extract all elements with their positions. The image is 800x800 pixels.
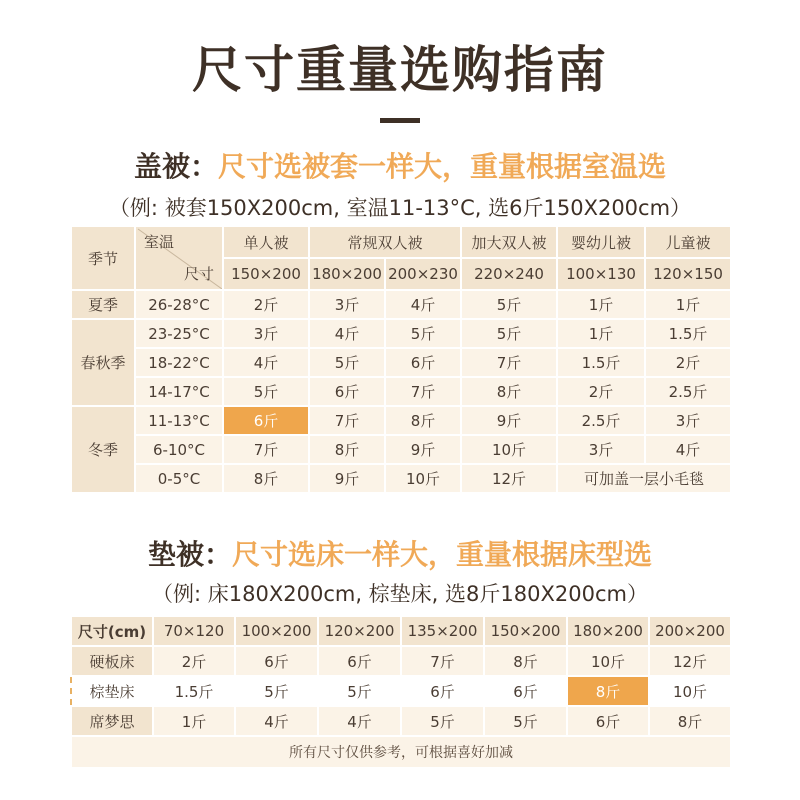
diagonal-header-cell bbox=[135, 226, 223, 290]
size-cell: 120×150 bbox=[645, 258, 731, 290]
weight-cell: 4斤 bbox=[309, 319, 385, 348]
weight-cell: 1斤 bbox=[153, 706, 235, 736]
weight-cell: 7斤 bbox=[309, 406, 385, 435]
weight-cell: 2斤 bbox=[557, 377, 645, 406]
weight-cell: 9斤 bbox=[385, 435, 461, 464]
season-spring-autumn: 春秋季 bbox=[71, 319, 135, 406]
size-cell: 100×130 bbox=[557, 258, 645, 290]
season-summer: 夏季 bbox=[71, 290, 135, 319]
weight-cell: 2.5斤 bbox=[557, 406, 645, 435]
weight-cell: 1.5斤 bbox=[557, 348, 645, 377]
weight-cell: 3斤 bbox=[557, 435, 645, 464]
table-footnote: 所有尺寸仅供参考，可根据喜好加减 bbox=[71, 736, 731, 768]
weight-cell: 5斤 bbox=[385, 319, 461, 348]
weight-cell: 9斤 bbox=[309, 464, 385, 493]
weight-cell: 10斤 bbox=[567, 646, 649, 676]
size-cell: 70×120 bbox=[153, 616, 235, 646]
weight-cell: 5斤 bbox=[461, 319, 557, 348]
weight-cell: 8斤 bbox=[461, 377, 557, 406]
weight-cell: 1.5斤 bbox=[645, 319, 731, 348]
temp-cell-highlighted: 11-13°C bbox=[135, 406, 223, 435]
size-cell: 150×200 bbox=[484, 616, 567, 646]
weight-cell: 4斤 bbox=[235, 706, 318, 736]
size-cell: 180×200 bbox=[567, 616, 649, 646]
section1-example: （例: 被套150X200cm, 室温11-13°C, 选6斤150X200cm） bbox=[108, 196, 692, 220]
weight-cell: 2斤 bbox=[223, 290, 309, 319]
bed-type-label-highlighted: 棕垫床 bbox=[71, 676, 153, 706]
weight-cell: 6斤 bbox=[318, 646, 401, 676]
weight-cell: 4斤 bbox=[645, 435, 731, 464]
weight-cell: 10斤 bbox=[385, 464, 461, 493]
weight-cell: 6斤 bbox=[235, 646, 318, 676]
size-cell: 135×200 bbox=[401, 616, 484, 646]
weight-cell: 7斤 bbox=[401, 646, 484, 676]
weight-cell: 7斤 bbox=[461, 348, 557, 377]
temp-cell: 14-17°C bbox=[135, 377, 223, 406]
weight-cell: 8斤 bbox=[484, 646, 567, 676]
section2-example: （例: 床180X200cm, 棕垫床, 选8斤180X200cm） bbox=[152, 582, 648, 606]
category-large-double: 加大双人被 bbox=[461, 226, 557, 258]
weight-cell: 1斤 bbox=[557, 290, 645, 319]
section2-accent: 尺寸选床一样大，重量根据床型选 bbox=[232, 538, 653, 571]
bed-type-label: 席梦思 bbox=[71, 706, 153, 736]
temp-cell: 23-25°C bbox=[135, 319, 223, 348]
weight-cell: 6斤 bbox=[309, 377, 385, 406]
weight-cell: 5斤 bbox=[461, 290, 557, 319]
weight-cell: 5斤 bbox=[318, 676, 401, 706]
weight-cell: 4斤 bbox=[318, 706, 401, 736]
season-winter: 冬季 bbox=[71, 406, 135, 493]
temp-cell: 6-10°C bbox=[135, 435, 223, 464]
weight-cell: 5斤 bbox=[484, 706, 567, 736]
weight-cell: 3斤 bbox=[309, 290, 385, 319]
weight-cell: 12斤 bbox=[649, 646, 731, 676]
size-cell: 150×200 bbox=[223, 258, 309, 290]
size-cell: 200×230 bbox=[385, 258, 461, 290]
size-cell: 180×200 bbox=[309, 258, 385, 290]
section1-accent: 尺寸选被套一样大，重量根据室温选 bbox=[218, 150, 667, 183]
weight-cell: 10斤 bbox=[461, 435, 557, 464]
weight-cell: 2.5斤 bbox=[645, 377, 731, 406]
weight-cell: 2斤 bbox=[645, 348, 731, 377]
weight-cell: 8斤 bbox=[223, 464, 309, 493]
weight-cell: 8斤 bbox=[385, 406, 461, 435]
weight-cell: 8斤 bbox=[309, 435, 385, 464]
weight-cell: 1斤 bbox=[557, 319, 645, 348]
weight-cell-highlighted: 8斤 bbox=[567, 676, 649, 706]
mattress-pad-table bbox=[70, 615, 732, 769]
category-single: 单人被 bbox=[223, 226, 309, 258]
size-cell: 120×200 bbox=[318, 616, 401, 646]
temp-cell: 18-22°C bbox=[135, 348, 223, 377]
weight-cell: 7斤 bbox=[385, 377, 461, 406]
category-infant: 婴幼儿被 bbox=[557, 226, 645, 258]
section2-heading bbox=[0, 533, 800, 573]
temp-cell: 26-28°C bbox=[135, 290, 223, 319]
weight-cell: 6斤 bbox=[385, 348, 461, 377]
weight-cell: 2斤 bbox=[153, 646, 235, 676]
size-cell: 100×200 bbox=[235, 616, 318, 646]
weight-cell: 6斤 bbox=[484, 676, 567, 706]
section1-lead: 盖被： bbox=[133, 150, 218, 183]
weight-cell: 8斤 bbox=[649, 706, 731, 736]
weight-cell: 3斤 bbox=[645, 406, 731, 435]
section1-heading bbox=[0, 145, 800, 185]
temp-cell: 0-5°C bbox=[135, 464, 223, 493]
weight-cell: 9斤 bbox=[461, 406, 557, 435]
quilt-weight-table bbox=[70, 225, 732, 494]
category-double: 常规双人被 bbox=[309, 226, 461, 258]
weight-cell: 5斤 bbox=[309, 348, 385, 377]
weight-cell: 4斤 bbox=[385, 290, 461, 319]
bed-type-label: 硬板床 bbox=[71, 646, 153, 676]
weight-cell: 3斤 bbox=[223, 319, 309, 348]
weight-cell: 12斤 bbox=[461, 464, 557, 493]
weight-cell: 5斤 bbox=[223, 377, 309, 406]
section2-lead: 垫被： bbox=[147, 538, 232, 571]
weight-cell: 6斤 bbox=[567, 706, 649, 736]
size-header: 尺寸 bbox=[183, 265, 214, 283]
size-unit-header: 尺寸(cm) bbox=[71, 616, 153, 646]
temp-header: 室温 bbox=[144, 233, 175, 251]
weight-cell: 5斤 bbox=[401, 706, 484, 736]
category-child: 儿童被 bbox=[645, 226, 731, 258]
weight-cell: 7斤 bbox=[223, 435, 309, 464]
size-cell: 200×200 bbox=[649, 616, 731, 646]
weight-cell: 5斤 bbox=[235, 676, 318, 706]
weight-cell: 10斤 bbox=[649, 676, 731, 706]
season-header: 季节 bbox=[71, 226, 135, 290]
weight-cell-highlighted: 6斤 bbox=[223, 406, 309, 435]
weight-cell: 1.5斤 bbox=[153, 676, 235, 706]
blanket-note: 可加盖一层小毛毯 bbox=[557, 464, 731, 493]
weight-cell: 4斤 bbox=[223, 348, 309, 377]
page-title: 尺寸重量选购指南 bbox=[192, 41, 608, 99]
size-cell: 220×240 bbox=[461, 258, 557, 290]
weight-cell: 1斤 bbox=[645, 290, 731, 319]
weight-cell: 6斤 bbox=[401, 676, 484, 706]
title-divider bbox=[380, 118, 420, 123]
